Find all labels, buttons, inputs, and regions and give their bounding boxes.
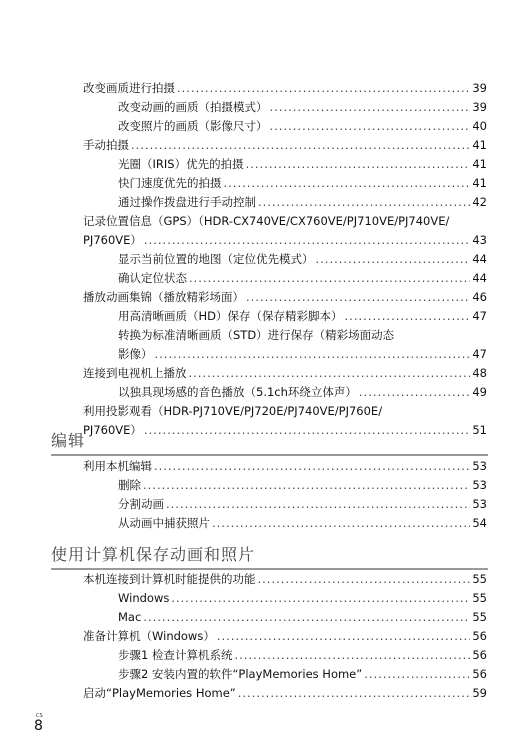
- toc-subentry[interactable]: [83, 646, 487, 665]
- toc-entry-title: Windows: [118, 591, 170, 605]
- dot-leader: [258, 193, 470, 212]
- toc-entry-title: 删除: [118, 478, 141, 492]
- toc-entry-title-line[interactable]: 记录位置信息（GPS）（HDR-CX740VE/CX760VE/PJ710VE/PJ740VE/: [83, 214, 450, 228]
- toc-entry-page: 46: [472, 290, 487, 304]
- dot-leader: [171, 589, 470, 608]
- dot-leader: [316, 250, 471, 269]
- toc-block-shooting-playback: [83, 79, 487, 440]
- toc-entry[interactable]: [83, 231, 487, 250]
- toc-entry-title: 改变动画的画质（拍摄模式）: [118, 100, 268, 114]
- toc-entry-page: 49: [472, 385, 487, 399]
- toc-entry-page: 53: [472, 459, 487, 473]
- toc-entry-page: 55: [472, 572, 487, 586]
- language-code: CS: [36, 713, 43, 719]
- dot-leader: [246, 155, 471, 174]
- dot-leader: [212, 514, 470, 533]
- toc-entry-title: 通过操作拨盘进行手动控制: [118, 195, 256, 209]
- section-title: 编辑: [51, 431, 86, 450]
- toc-subentry[interactable]: [83, 193, 487, 212]
- toc-entry-page: 51: [472, 423, 487, 437]
- toc-entry-title: 播放动画集锦（播放精彩场面）: [83, 290, 244, 304]
- toc-subentry[interactable]: [83, 307, 487, 326]
- toc-entry-page: 47: [472, 347, 487, 361]
- dot-leader: [155, 345, 471, 364]
- toc-subentry[interactable]: [83, 345, 487, 364]
- toc-subentry[interactable]: [83, 174, 487, 193]
- toc-block-edit: [83, 457, 487, 533]
- dot-leader: [270, 117, 471, 136]
- toc-subentry[interactable]: [83, 383, 487, 402]
- toc-subentry[interactable]: [83, 514, 487, 533]
- toc-entry-page: 56: [472, 629, 487, 643]
- toc-entry-title: 用高清晰画质（HD）保存（保存精彩脚本）: [118, 309, 343, 323]
- toc-entry-title: PJ760VE）: [83, 423, 142, 437]
- toc-entry-page: 44: [472, 271, 487, 285]
- toc-entry-title: Mac: [118, 610, 142, 624]
- dot-leader: [166, 495, 470, 514]
- toc-entry-page: 53: [472, 497, 487, 511]
- dot-leader: [224, 174, 471, 193]
- toc-subentry[interactable]: [83, 250, 487, 269]
- dot-leader: [246, 288, 470, 307]
- toc-entry-title-line[interactable]: 利用投影观看（HDR-PJ710VE/PJ720E/PJ740VE/PJ760E/: [83, 404, 383, 418]
- toc-subentry[interactable]: [83, 495, 487, 514]
- toc-entry-page: 55: [472, 591, 487, 605]
- dot-leader: [189, 364, 471, 383]
- toc-entry-title: 步骤2 安装内置的软件“PlayMemories Home”: [118, 667, 363, 681]
- toc-entry-page: 43: [472, 233, 487, 247]
- toc-entry-title: 改变画质进行拍摄: [83, 81, 175, 95]
- toc-subentry[interactable]: [83, 476, 487, 495]
- toc-entry-title: 步骤1 检查计算机系统: [118, 648, 233, 662]
- dot-leader: [154, 457, 470, 476]
- section-title: 使用计算机保存动画和照片: [51, 545, 256, 564]
- toc-entry-title: 利用本机编辑: [83, 459, 152, 473]
- toc-entry-title: 从动画中捕获照片: [118, 516, 210, 530]
- toc-entry-title: 快门速度优先的拍摄: [118, 176, 222, 190]
- toc-entry-page: 41: [472, 138, 487, 152]
- toc-entry-title: PJ760VE）: [83, 233, 142, 247]
- toc-entry[interactable]: [83, 79, 487, 98]
- toc-entry[interactable]: [83, 288, 487, 307]
- dot-leader: [234, 646, 470, 665]
- toc-entry-page: 41: [472, 176, 487, 190]
- dot-leader: [217, 627, 471, 646]
- toc-block-computer: [83, 570, 487, 703]
- section-heading-edit: [51, 430, 488, 456]
- toc-entry-page: 40: [472, 119, 487, 133]
- toc-subentry[interactable]: [83, 269, 487, 288]
- dot-leader: [189, 269, 470, 288]
- dot-leader: [143, 608, 470, 627]
- toc-entry-page: 39: [472, 81, 487, 95]
- toc-entry-page: 53: [472, 478, 487, 492]
- toc-entry-page: 42: [472, 195, 487, 209]
- toc-entry-title: 以独具现场感的音色播放（5.1ch环绕立体声）: [118, 385, 357, 399]
- toc-entry-page: 55: [472, 610, 487, 624]
- toc-entry-page: 48: [472, 366, 487, 380]
- toc-entry-title: 启动“PlayMemories Home”: [83, 686, 236, 700]
- dot-leader: [143, 476, 470, 495]
- toc-entry[interactable]: [83, 684, 487, 703]
- toc-entry[interactable]: [83, 627, 487, 646]
- toc-entry-page: 54: [472, 516, 487, 530]
- toc-entry-title: 确认定位状态: [118, 271, 187, 285]
- toc-entry-page: 39: [472, 100, 487, 114]
- toc-entry-page: 44: [472, 252, 487, 266]
- page-number: 8: [34, 718, 43, 734]
- toc-subentry[interactable]: [83, 608, 487, 627]
- toc-entry-title: 光圈（IRIS）优先的拍摄: [118, 157, 244, 171]
- toc-entry-page: 47: [472, 309, 487, 323]
- dot-leader: [364, 665, 470, 684]
- toc-subentry[interactable]: [83, 589, 487, 608]
- dot-leader: [131, 136, 470, 155]
- toc-entry-page: 56: [472, 667, 487, 681]
- toc-entry-title: 准备计算机（Windows）: [83, 629, 215, 643]
- toc-entry-title-line[interactable]: 转换为标准清晰画质（STD）进行保存（精彩场面动态: [118, 328, 395, 342]
- toc-entry[interactable]: [83, 457, 487, 476]
- toc-entry-page: 41: [472, 157, 487, 171]
- toc-entry-title: 分割动画: [118, 497, 164, 511]
- toc-subentry[interactable]: [83, 117, 487, 136]
- toc-entry-page: 56: [472, 648, 487, 662]
- section-heading-computer: [51, 544, 488, 570]
- toc-entry-title: 本机连接到计算机时能提供的功能: [83, 572, 256, 586]
- dot-leader: [258, 570, 471, 589]
- section-rule: [51, 454, 488, 456]
- dot-leader: [238, 684, 471, 703]
- toc-entry-title: 连接到电视机上播放: [83, 366, 187, 380]
- toc-entry-title: 显示当前位置的地图（定位优先模式）: [118, 252, 314, 266]
- dot-leader: [345, 307, 471, 326]
- toc-entry-title: 手动拍摄: [83, 138, 129, 152]
- dot-leader: [177, 79, 470, 98]
- toc-subentry[interactable]: [83, 155, 487, 174]
- toc-subentry[interactable]: [83, 665, 487, 684]
- toc-subentry[interactable]: [83, 98, 487, 117]
- toc-entry-page: 59: [472, 686, 487, 700]
- dot-leader: [270, 98, 471, 117]
- toc-entry[interactable]: [83, 364, 487, 383]
- toc-entry-title: 影像）: [118, 347, 153, 361]
- toc-entry-title: 改变照片的画质（影像尺寸）: [118, 119, 268, 133]
- dot-leader: [359, 383, 470, 402]
- toc-entry[interactable]: [83, 570, 487, 589]
- toc-entry[interactable]: [83, 136, 487, 155]
- dot-leader: [144, 231, 470, 250]
